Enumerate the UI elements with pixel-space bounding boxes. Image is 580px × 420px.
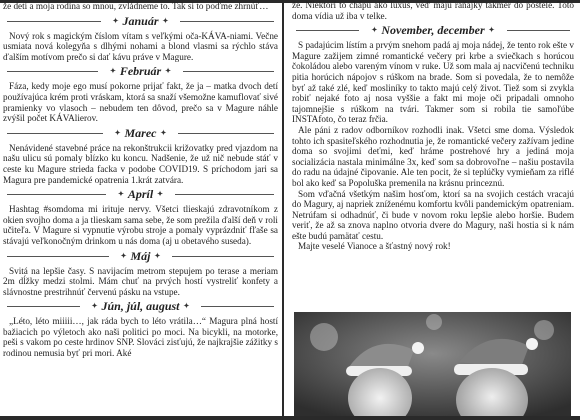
bottom-border <box>0 416 580 420</box>
section-text-summer: „Léto, léto miiiii…, jak ráda bych to léto vrátila…“ Magura plná hostí bažiacich po výletoch ako naši politici po moci. Na bicykli, na motorke, peši s vakom po ceste hrdinov SNP. Slováci zisťujú, že najkrajšie zážitky s rodinou nemusia byť pri mori. Aké <box>3 316 278 359</box>
heading-label: ✦ Jún, júl, august ✦ <box>80 299 202 314</box>
section-heading-november-december <box>292 23 574 38</box>
left-intro-text: že deti a moja rodina so mnou, zvládneme to. Tak si to poďme zhrnúť… <box>3 1 269 11</box>
right-column-text <box>288 0 577 252</box>
section-heading-summer <box>3 299 278 314</box>
section-heading-may <box>3 249 278 264</box>
column-divider <box>282 3 284 416</box>
left-column <box>0 0 279 416</box>
paragraph-greeting: Majte veselé Vianoce a šťastný nový rok! <box>298 241 451 252</box>
bokeh-light <box>310 323 338 351</box>
section-text-january: Nový rok s magickým číslom vítam s veľkými oča-KÁVA-niami. Večne usmiata nová kolegyňa s dlhými nohami a blond vlasmi sa rýchlo stáva ďalším motívom prečo si dať kávu práve v Magure. <box>3 30 278 62</box>
hat-pompom-right <box>526 338 538 350</box>
section-text-april: Hashtag #somdoma mi irituje nervy. Všetci tlieskajú zdravotníkom z okien svojho doma a ja tlieskam sama sebe, že som prežila ďalší deň v roli učiteľa. V Magure si vypnutie výrobu stroje a pomaly vyprázdniť fľaše sa stávajú veľkonočným drinkom u nás doma (aj u obetavého suseda). <box>3 204 278 246</box>
paragraph-lockdown: Ale páni z radov odborníkov rozhodli inak. Všetci sme doma. Výsledok tohto ich spasiteľského rozhodnutia je, že romantické večery zažívam jedine doma so svojimi deťmi, keď hráme postrehové hry a jediná moja socializácia nastala minimálne 3x, keď som sa dobrovoľne – našiu postavila do radu na údajné čipovanie. Ale ten pocit, že si teplúčky vymieňam za riflé bol ako keď sa Popoluška premenila na krásnu princeznú. <box>292 124 574 188</box>
section-heading-january <box>3 14 278 29</box>
heading-label: ✦ Február ✦ <box>98 64 183 79</box>
section-text-march: Nenávidené stavebné práce na rekonštrukcii križovatky pred vjazdom na našu ulicu sú pomaly blízko ku koncu. Nadšenie, že už nič nebude stáť v ceste ku Magure strieda facka v podobe COVID19. S príchodom jari sa Magura pre pandemické opatrenia 1.krát zatvára. <box>3 142 278 185</box>
section-heading-april <box>3 187 278 202</box>
right-intro-text: že. Niektorí to chápu ako luxus, ved' majú raňajky takmer do postele. Toto doma vídia už iba v telke. <box>292 0 574 21</box>
section-heading-march <box>3 126 278 141</box>
hat-pompom-left <box>412 342 424 354</box>
christmas-family-photo <box>294 312 571 416</box>
section-text-february: Fáza, kedy moje ego musí pokorne prijať fakt, že ja – matka dvoch detí používajúca krém proti vráskam, ktorá sa snaží všemožne kamuflovať sivé pramienky vo vlasoch – nebudem ten dôvod, prečo sa v Magure náhle zvýšil počet KÁVAlierov. <box>3 81 278 124</box>
section-heading-february <box>3 64 278 79</box>
photo-illustration <box>294 312 571 416</box>
heading-label: ✦ November, december ✦ <box>359 23 506 38</box>
bokeh-light <box>426 314 442 330</box>
heading-label: ✦ Marec ✦ <box>103 126 179 141</box>
paragraph-autumn: S padajúcim lístím a prvým snehom padá aj moja nádej, že tento rok ešte v Magure zažijem zimné romantické večery pri krbe a sviečkach s horúcou čokoládou alebo vareným vínom v ruke. Už som mala aj nacvičenú techniku pitia horúcich nápojov s rúškom na brade. Som si povedala, že to nemôže byť až také zlé, keď mosliníky to takto majú celý život. Tiež som si zvykla robiť nejaké foto aj nosa vyššie a fakt mi moje oči pripadali omnoho tajomnejšie s rúškom na tvári. Takmer som si robila tie samoľúbe INSTAfoto, čo teraz frčia. <box>292 40 574 125</box>
heading-label: ✦ Máj ✦ <box>109 249 173 264</box>
paragraph-thanks: Som vďačná všetkým našim hosťom, ktorí sa na svojich cestách vracajú do Magury, aj napriek zníženému komfortu kvôli pandemickým opatreniam. Netrúfam si odhadnúť, či bude v novom roku lepšie alebo horšie. Budem veriť, že až sa znova naplno otvoria dvere do Magury, naši hostia si k nám ešte budú pamätať cestu. <box>292 188 574 241</box>
heading-label: ✦ Január ✦ <box>101 14 181 29</box>
heading-label: ✦ Apríl ✦ <box>106 187 175 202</box>
bokeh-light <box>534 320 554 340</box>
section-text-may: Svitá na lepšie časy. S navijacím metrom stepujem po terase a meriam 2m dĺžky medzi stolmi. Mám chuť na prvých hostí vystreliť konfety a slávnostne prestrihnúť červenú pásku na vstupe. <box>3 265 278 297</box>
